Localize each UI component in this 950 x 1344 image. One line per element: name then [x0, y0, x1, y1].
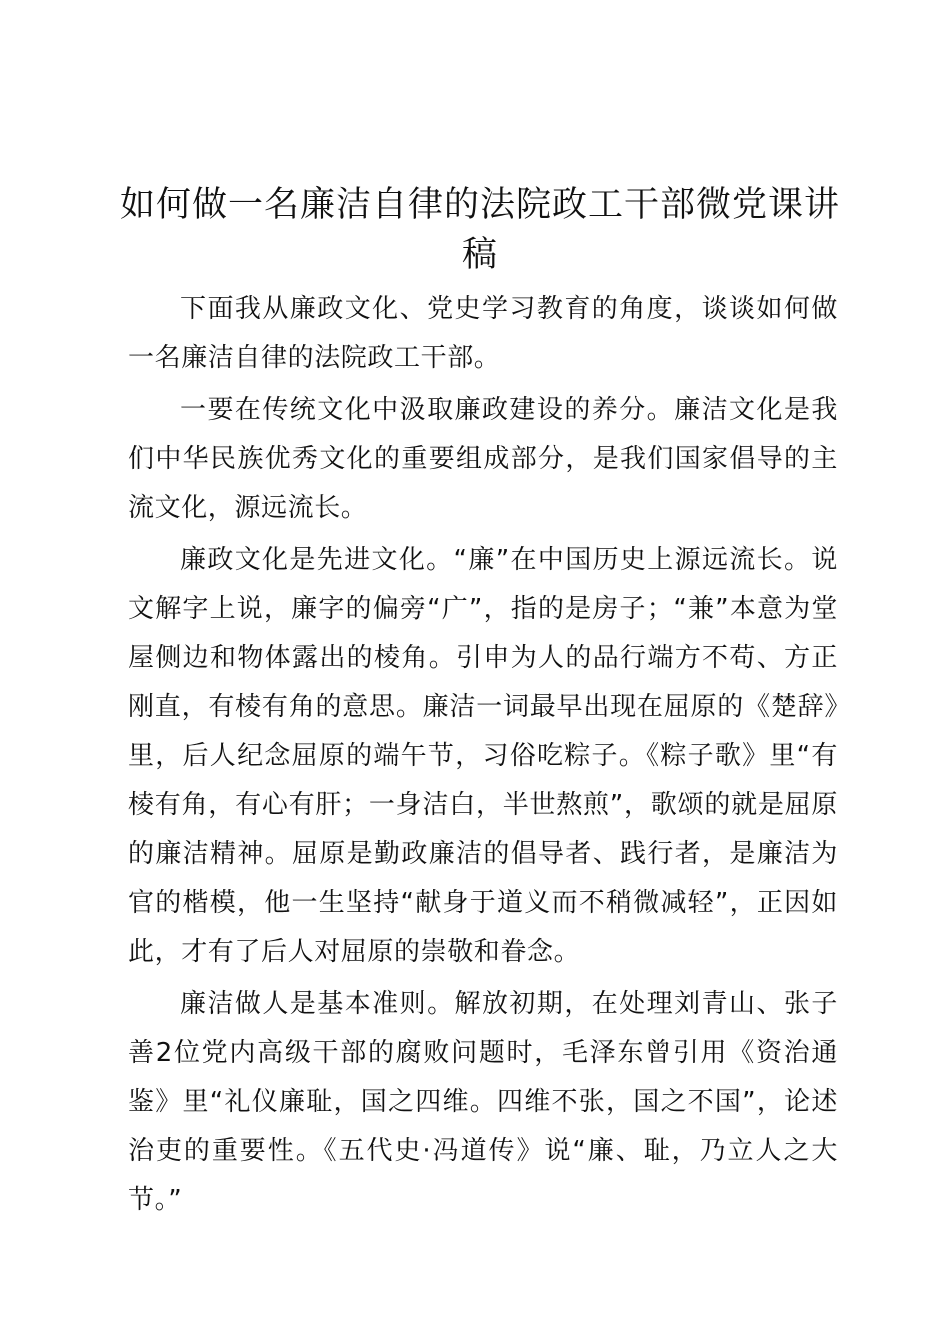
document-body	[128, 285, 838, 1225]
paragraph-intro: 下面我从廉政文化、党史学习教育的角度，谈谈如何做一名廉洁自律的法院政工干部。	[128, 294, 838, 373]
paragraph-basic-principle: 廉洁做人是基本准则。解放初期，在处理刘青山、张子善2位党内高级干部的腐败问题时，毛泽东曾引用《资治通鉴》里“礼仪廉耻，国之四维。四维不张，国之不国”，论述治吏的重要性。《五代史·冯道传》说“廉、耻，乃立人之大节。”	[128, 989, 838, 1215]
paragraph-traditional-culture: 一要在传统文化中汲取廉政建设的养分。廉洁文化是我们中华民族优秀文化的重要组成部分，是我们国家倡导的主流文化，源远流长。	[128, 395, 838, 523]
paragraph-advanced-culture: 廉政文化是先进文化。“廉”在中国历史上源远流长。说文解字上说，廉字的偏旁“广”，指的是房子；“兼”本意为堂屋侧边和物体露出的棱角。引申为人的品行端方不苟、方正刚直，有棱有角的意思。廉洁一词最早出现在屈原的《楚辞》里，后人纪念屈原的端午节，习俗吃粽子。《粽子歌》里“有棱有角，有心有肝；一身洁白，半世熬煎”，歌颂的就是屈原的廉洁精神。屈原是勤政廉洁的倡导者、践行者，是廉洁为官的楷模，他一生坚持“献身于道义而不稍微减轻”，正因如此，才有了后人对屈原的崇敬和眷念。	[128, 545, 838, 967]
document-title: 如何做一名廉洁自律的法院政工干部微党课讲稿	[120, 185, 841, 275]
